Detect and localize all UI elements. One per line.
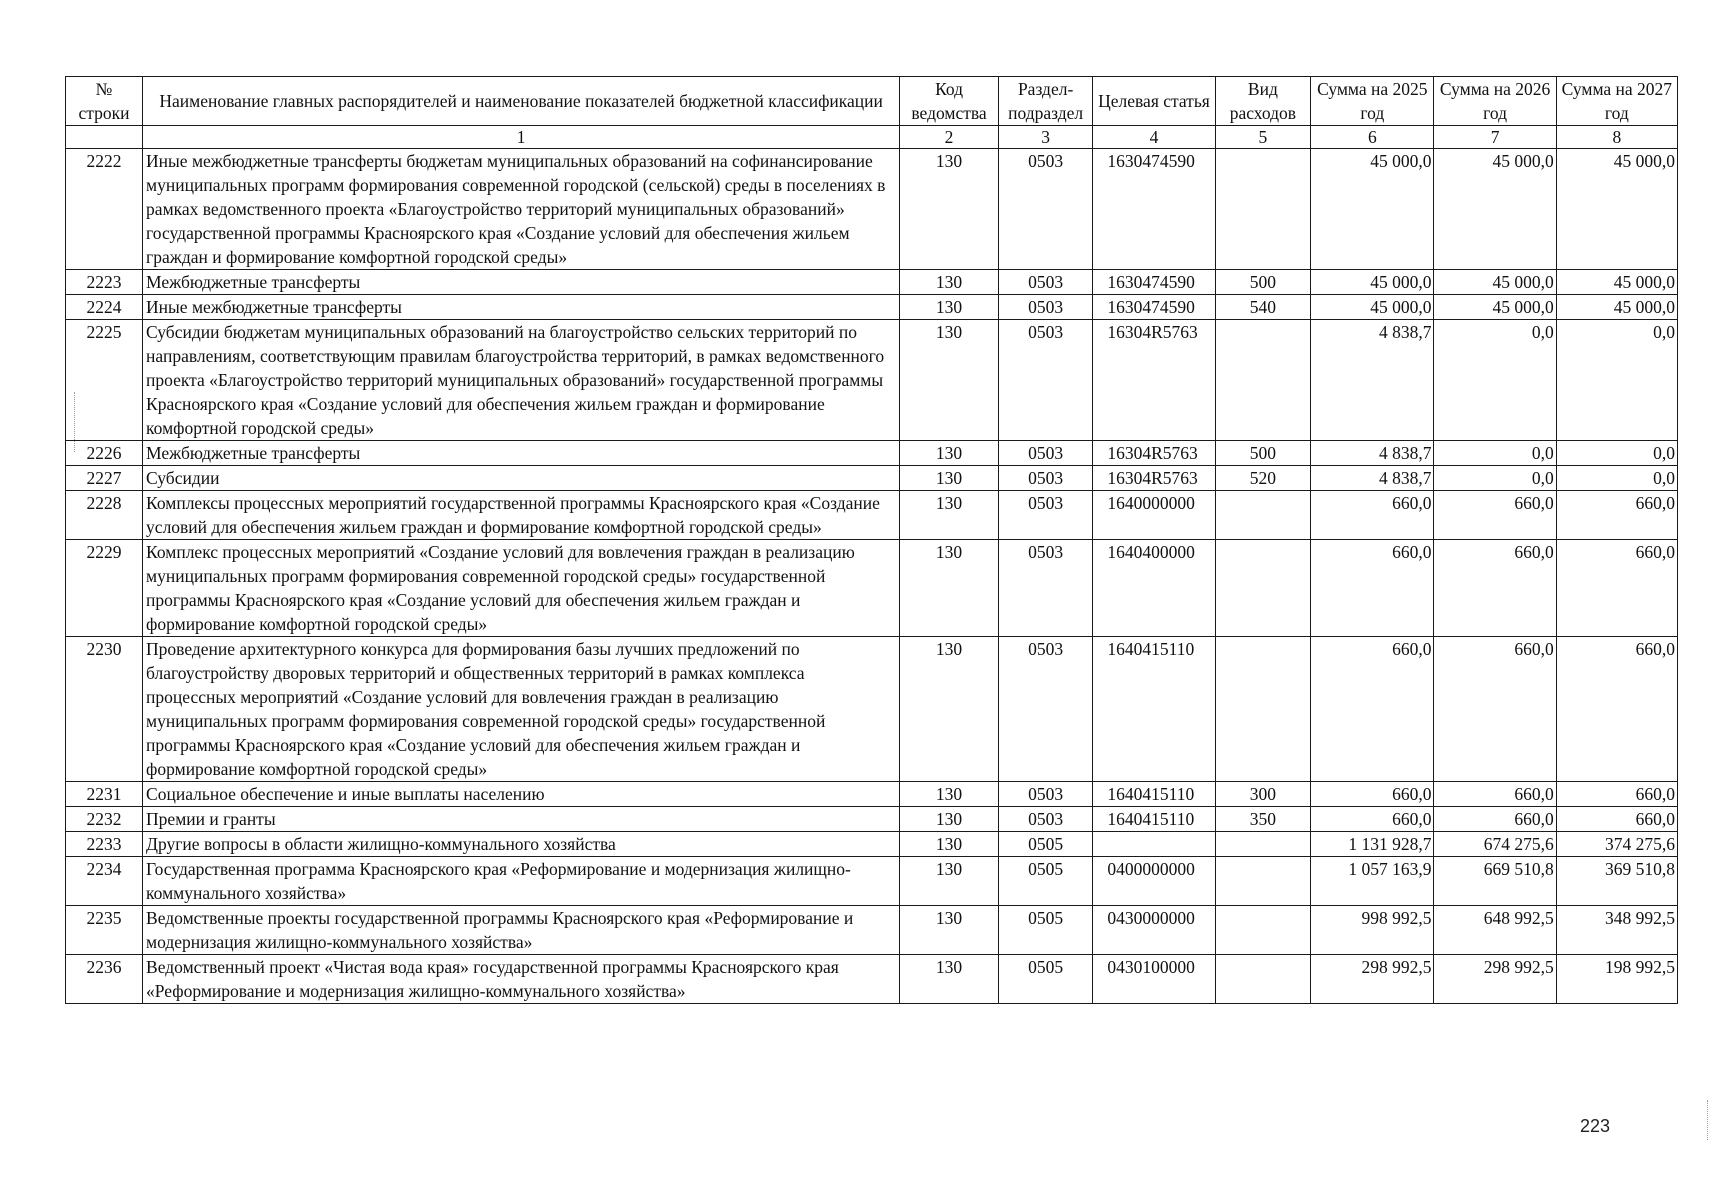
column-number: 6 — [1311, 126, 1434, 149]
cell-expense-type: 540 — [1215, 295, 1311, 320]
cell-sum-2027: 198 992,5 — [1556, 955, 1677, 1004]
cell-sum-2026: 674 275,6 — [1434, 832, 1556, 857]
cell-name: Иные межбюджетные трансферты — [143, 295, 900, 320]
cell-dept-code: 130 — [900, 270, 999, 295]
cell-section: 0505 — [998, 955, 1093, 1004]
cell-row-no: 2222 — [66, 149, 143, 270]
cell-sum-2025: 660,0 — [1311, 540, 1434, 637]
cell-sum-2027: 660,0 — [1556, 807, 1677, 832]
cell-sum-2025: 4 838,7 — [1311, 466, 1434, 491]
cell-target: 0430100000 — [1093, 955, 1215, 1004]
cell-name: Межбюджетные трансферты — [143, 441, 900, 466]
table-row — [66, 466, 1678, 491]
cell-section: 0503 — [998, 149, 1093, 270]
cell-sum-2027: 45 000,0 — [1556, 270, 1677, 295]
cell-row-no: 2235 — [66, 906, 143, 955]
table-row — [66, 270, 1678, 295]
table-row — [66, 807, 1678, 832]
cell-target: 0430000000 — [1093, 906, 1215, 955]
column-number: 7 — [1434, 126, 1556, 149]
cell-target: 1640415110 — [1093, 807, 1215, 832]
cell-sum-2025: 1 057 163,9 — [1311, 857, 1434, 906]
column-number: 4 — [1093, 126, 1215, 149]
cell-sum-2027: 348 992,5 — [1556, 906, 1677, 955]
cell-name: Премии и гранты — [143, 807, 900, 832]
cell-row-no: 2228 — [66, 491, 143, 540]
table-body — [66, 149, 1678, 1004]
cell-target: 1640415110 — [1093, 782, 1215, 807]
cell-sum-2026: 660,0 — [1434, 782, 1556, 807]
cell-target: 1640415110 — [1093, 637, 1215, 782]
table-row — [66, 149, 1678, 270]
cell-section: 0503 — [998, 270, 1093, 295]
cell-dept-code: 130 — [900, 906, 999, 955]
cell-name: Ведомственный проект «Чистая вода края» государственной программы Красноярского края «Реформирование и модернизация жилищно-коммунального хозяйства» — [143, 955, 900, 1004]
cell-name: Ведомственные проекты государственной программы Красноярского края «Реформирование и модернизация жилищно-коммунального хозяйства» — [143, 906, 900, 955]
cell-row-no: 2236 — [66, 955, 143, 1004]
cell-row-no: 2233 — [66, 832, 143, 857]
table-row — [66, 295, 1678, 320]
scan-artifact — [1707, 1100, 1708, 1140]
cell-expense-type — [1215, 540, 1311, 637]
cell-target — [1093, 832, 1215, 857]
cell-name: Комплекс процессных мероприятий «Создание условий для вовлечения граждан в реализацию муниципальных программ формирования современной городской среды» государственной программы Красноярского края «Создание условий для обеспечения жильем граждан и формирование комфортной городской среды» — [143, 540, 900, 637]
cell-sum-2025: 660,0 — [1311, 782, 1434, 807]
cell-sum-2027: 660,0 — [1556, 637, 1677, 782]
cell-section: 0505 — [998, 906, 1093, 955]
cell-sum-2025: 298 992,5 — [1311, 955, 1434, 1004]
cell-expense-type — [1215, 637, 1311, 782]
table-row — [66, 320, 1678, 441]
table-row — [66, 441, 1678, 466]
cell-dept-code: 130 — [900, 466, 999, 491]
cell-dept-code: 130 — [900, 832, 999, 857]
cell-sum-2027: 369 510,8 — [1556, 857, 1677, 906]
cell-name: Комплексы процессных мероприятий государственной программы Красноярского края «Создание условий для обеспечения жильем граждан и формирование комфортной городской среды» — [143, 491, 900, 540]
column-number-row — [66, 126, 1678, 149]
cell-name: Проведение архитектурного конкурса для формирования базы лучших предложений по благоустройству дворовых территорий и общественных территорий в рамках комплекса процессных мероприятий «Создание условий для вовлечения граждан в реализацию муниципальных программ формирования современной городской среды» государственной программы Красноярского края «Создание условий для обеспечения жильем граждан и формирование комфортной городской среды» — [143, 637, 900, 782]
cell-sum-2026: 660,0 — [1434, 807, 1556, 832]
cell-sum-2026: 0,0 — [1434, 441, 1556, 466]
cell-sum-2025: 998 992,5 — [1311, 906, 1434, 955]
cell-sum-2025: 660,0 — [1311, 637, 1434, 782]
cell-section: 0503 — [998, 807, 1093, 832]
header-row-no: № строки — [66, 77, 143, 126]
cell-row-no: 2230 — [66, 637, 143, 782]
cell-sum-2027: 0,0 — [1556, 320, 1677, 441]
cell-sum-2026: 0,0 — [1434, 466, 1556, 491]
cell-sum-2025: 4 838,7 — [1311, 441, 1434, 466]
cell-sum-2025: 45 000,0 — [1311, 149, 1434, 270]
cell-expense-type: 350 — [1215, 807, 1311, 832]
cell-dept-code: 130 — [900, 857, 999, 906]
cell-target: 0400000000 — [1093, 857, 1215, 906]
cell-sum-2027: 0,0 — [1556, 441, 1677, 466]
cell-name: Субсидии — [143, 466, 900, 491]
cell-sum-2026: 660,0 — [1434, 637, 1556, 782]
table-row — [66, 906, 1678, 955]
cell-dept-code: 130 — [900, 441, 999, 466]
cell-expense-type — [1215, 832, 1311, 857]
table-row — [66, 955, 1678, 1004]
cell-sum-2025: 45 000,0 — [1311, 270, 1434, 295]
table-row — [66, 540, 1678, 637]
budget-table — [65, 76, 1678, 1004]
cell-target: 1630474590 — [1093, 149, 1215, 270]
cell-name: Государственная программа Красноярского края «Реформирование и модернизация жилищно-коммунального хозяйства» — [143, 857, 900, 906]
cell-row-no: 2226 — [66, 441, 143, 466]
cell-dept-code: 130 — [900, 782, 999, 807]
cell-row-no: 2225 — [66, 320, 143, 441]
cell-dept-code: 130 — [900, 320, 999, 441]
cell-name: Межбюджетные трансферты — [143, 270, 900, 295]
cell-sum-2025: 45 000,0 — [1311, 295, 1434, 320]
cell-sum-2027: 660,0 — [1556, 540, 1677, 637]
cell-sum-2025: 660,0 — [1311, 491, 1434, 540]
cell-row-no: 2223 — [66, 270, 143, 295]
cell-sum-2026: 45 000,0 — [1434, 295, 1556, 320]
cell-expense-type: 300 — [1215, 782, 1311, 807]
cell-target: 16304R5763 — [1093, 466, 1215, 491]
cell-section: 0503 — [998, 441, 1093, 466]
cell-sum-2027: 0,0 — [1556, 466, 1677, 491]
cell-row-no: 2224 — [66, 295, 143, 320]
table-row — [66, 637, 1678, 782]
cell-dept-code: 130 — [900, 807, 999, 832]
cell-section: 0503 — [998, 491, 1093, 540]
cell-dept-code: 130 — [900, 637, 999, 782]
cell-section: 0505 — [998, 832, 1093, 857]
cell-sum-2027: 660,0 — [1556, 491, 1677, 540]
header-sum-2025: Сумма на 2025 год — [1311, 77, 1434, 126]
cell-expense-type — [1215, 320, 1311, 441]
cell-target: 16304R5763 — [1093, 441, 1215, 466]
header-expense-type: Вид расходов — [1215, 77, 1311, 126]
cell-expense-type — [1215, 955, 1311, 1004]
cell-target: 1640000000 — [1093, 491, 1215, 540]
cell-expense-type — [1215, 491, 1311, 540]
scan-artifact — [74, 392, 75, 452]
table-row — [66, 491, 1678, 540]
cell-sum-2026: 648 992,5 — [1434, 906, 1556, 955]
header-target: Целевая статья — [1093, 77, 1215, 126]
cell-sum-2025: 4 838,7 — [1311, 320, 1434, 441]
header-sum-2027: Сумма на 2027 год — [1556, 77, 1677, 126]
cell-expense-type: 500 — [1215, 270, 1311, 295]
cell-name: Другие вопросы в области жилищно-коммунального хозяйства — [143, 832, 900, 857]
table-row — [66, 782, 1678, 807]
cell-sum-2026: 45 000,0 — [1434, 149, 1556, 270]
table-row — [66, 832, 1678, 857]
cell-section: 0503 — [998, 466, 1093, 491]
page-number: 223 — [1580, 1116, 1611, 1136]
cell-expense-type: 520 — [1215, 466, 1311, 491]
cell-target: 1630474590 — [1093, 295, 1215, 320]
cell-section: 0503 — [998, 637, 1093, 782]
column-number: 2 — [900, 126, 999, 149]
column-number: 5 — [1215, 126, 1311, 149]
cell-row-no: 2231 — [66, 782, 143, 807]
table-row — [66, 857, 1678, 906]
cell-section: 0503 — [998, 540, 1093, 637]
cell-row-no: 2229 — [66, 540, 143, 637]
header-dept-code: Код ведомства — [900, 77, 999, 126]
cell-expense-type — [1215, 906, 1311, 955]
cell-sum-2026: 45 000,0 — [1434, 270, 1556, 295]
cell-expense-type — [1215, 857, 1311, 906]
table-header — [66, 77, 1678, 149]
cell-target: 1640400000 — [1093, 540, 1215, 637]
column-number — [66, 126, 143, 149]
cell-row-no: 2232 — [66, 807, 143, 832]
cell-section: 0503 — [998, 295, 1093, 320]
cell-expense-type: 500 — [1215, 441, 1311, 466]
cell-dept-code: 130 — [900, 955, 999, 1004]
cell-sum-2026: 660,0 — [1434, 491, 1556, 540]
cell-dept-code: 130 — [900, 491, 999, 540]
cell-dept-code: 130 — [900, 295, 999, 320]
cell-name: Субсидии бюджетам муниципальных образований на благоустройство сельских территорий по направлениям, соответствующим правилам благоустройства территорий, в рамках ведомственного проекта «Благоустройство территорий муниципальных образований» государственной программы Красноярского края «Создание условий для обеспечения жильем граждан и формирование комфортной городской среды» — [143, 320, 900, 441]
cell-sum-2027: 660,0 — [1556, 782, 1677, 807]
header-name: Наименование главных распорядителей и наименование показателей бюджетной классификации — [143, 77, 900, 126]
cell-section: 0505 — [998, 857, 1093, 906]
column-number: 1 — [143, 126, 900, 149]
header-section: Раздел-подраздел — [998, 77, 1093, 126]
cell-target: 16304R5763 — [1093, 320, 1215, 441]
cell-name: Иные межбюджетные трансферты бюджетам муниципальных образований на софинансирование муниципальных программ формирования современной городской (сельской) среды в поселениях в рамках ведомственного проекта «Благоустройство территорий муниципальных образований» государственной программы Красноярского края «Создание условий для обеспечения жильем граждан и формирование комфортной городской среды» — [143, 149, 900, 270]
cell-sum-2025: 660,0 — [1311, 807, 1434, 832]
cell-sum-2025: 1 131 928,7 — [1311, 832, 1434, 857]
column-number: 8 — [1556, 126, 1677, 149]
header-row — [66, 77, 1678, 126]
cell-sum-2026: 660,0 — [1434, 540, 1556, 637]
cell-dept-code: 130 — [900, 540, 999, 637]
cell-sum-2027: 374 275,6 — [1556, 832, 1677, 857]
cell-sum-2026: 298 992,5 — [1434, 955, 1556, 1004]
cell-name: Социальное обеспечение и иные выплаты населению — [143, 782, 900, 807]
cell-section: 0503 — [998, 782, 1093, 807]
cell-target: 1630474590 — [1093, 270, 1215, 295]
cell-sum-2026: 0,0 — [1434, 320, 1556, 441]
cell-row-no: 2227 — [66, 466, 143, 491]
cell-dept-code: 130 — [900, 149, 999, 270]
cell-sum-2026: 669 510,8 — [1434, 857, 1556, 906]
cell-sum-2027: 45 000,0 — [1556, 295, 1677, 320]
cell-row-no: 2234 — [66, 857, 143, 906]
header-sum-2026: Сумма на 2026 год — [1434, 77, 1556, 126]
cell-sum-2027: 45 000,0 — [1556, 149, 1677, 270]
cell-expense-type — [1215, 149, 1311, 270]
cell-section: 0503 — [998, 320, 1093, 441]
column-number: 3 — [998, 126, 1093, 149]
